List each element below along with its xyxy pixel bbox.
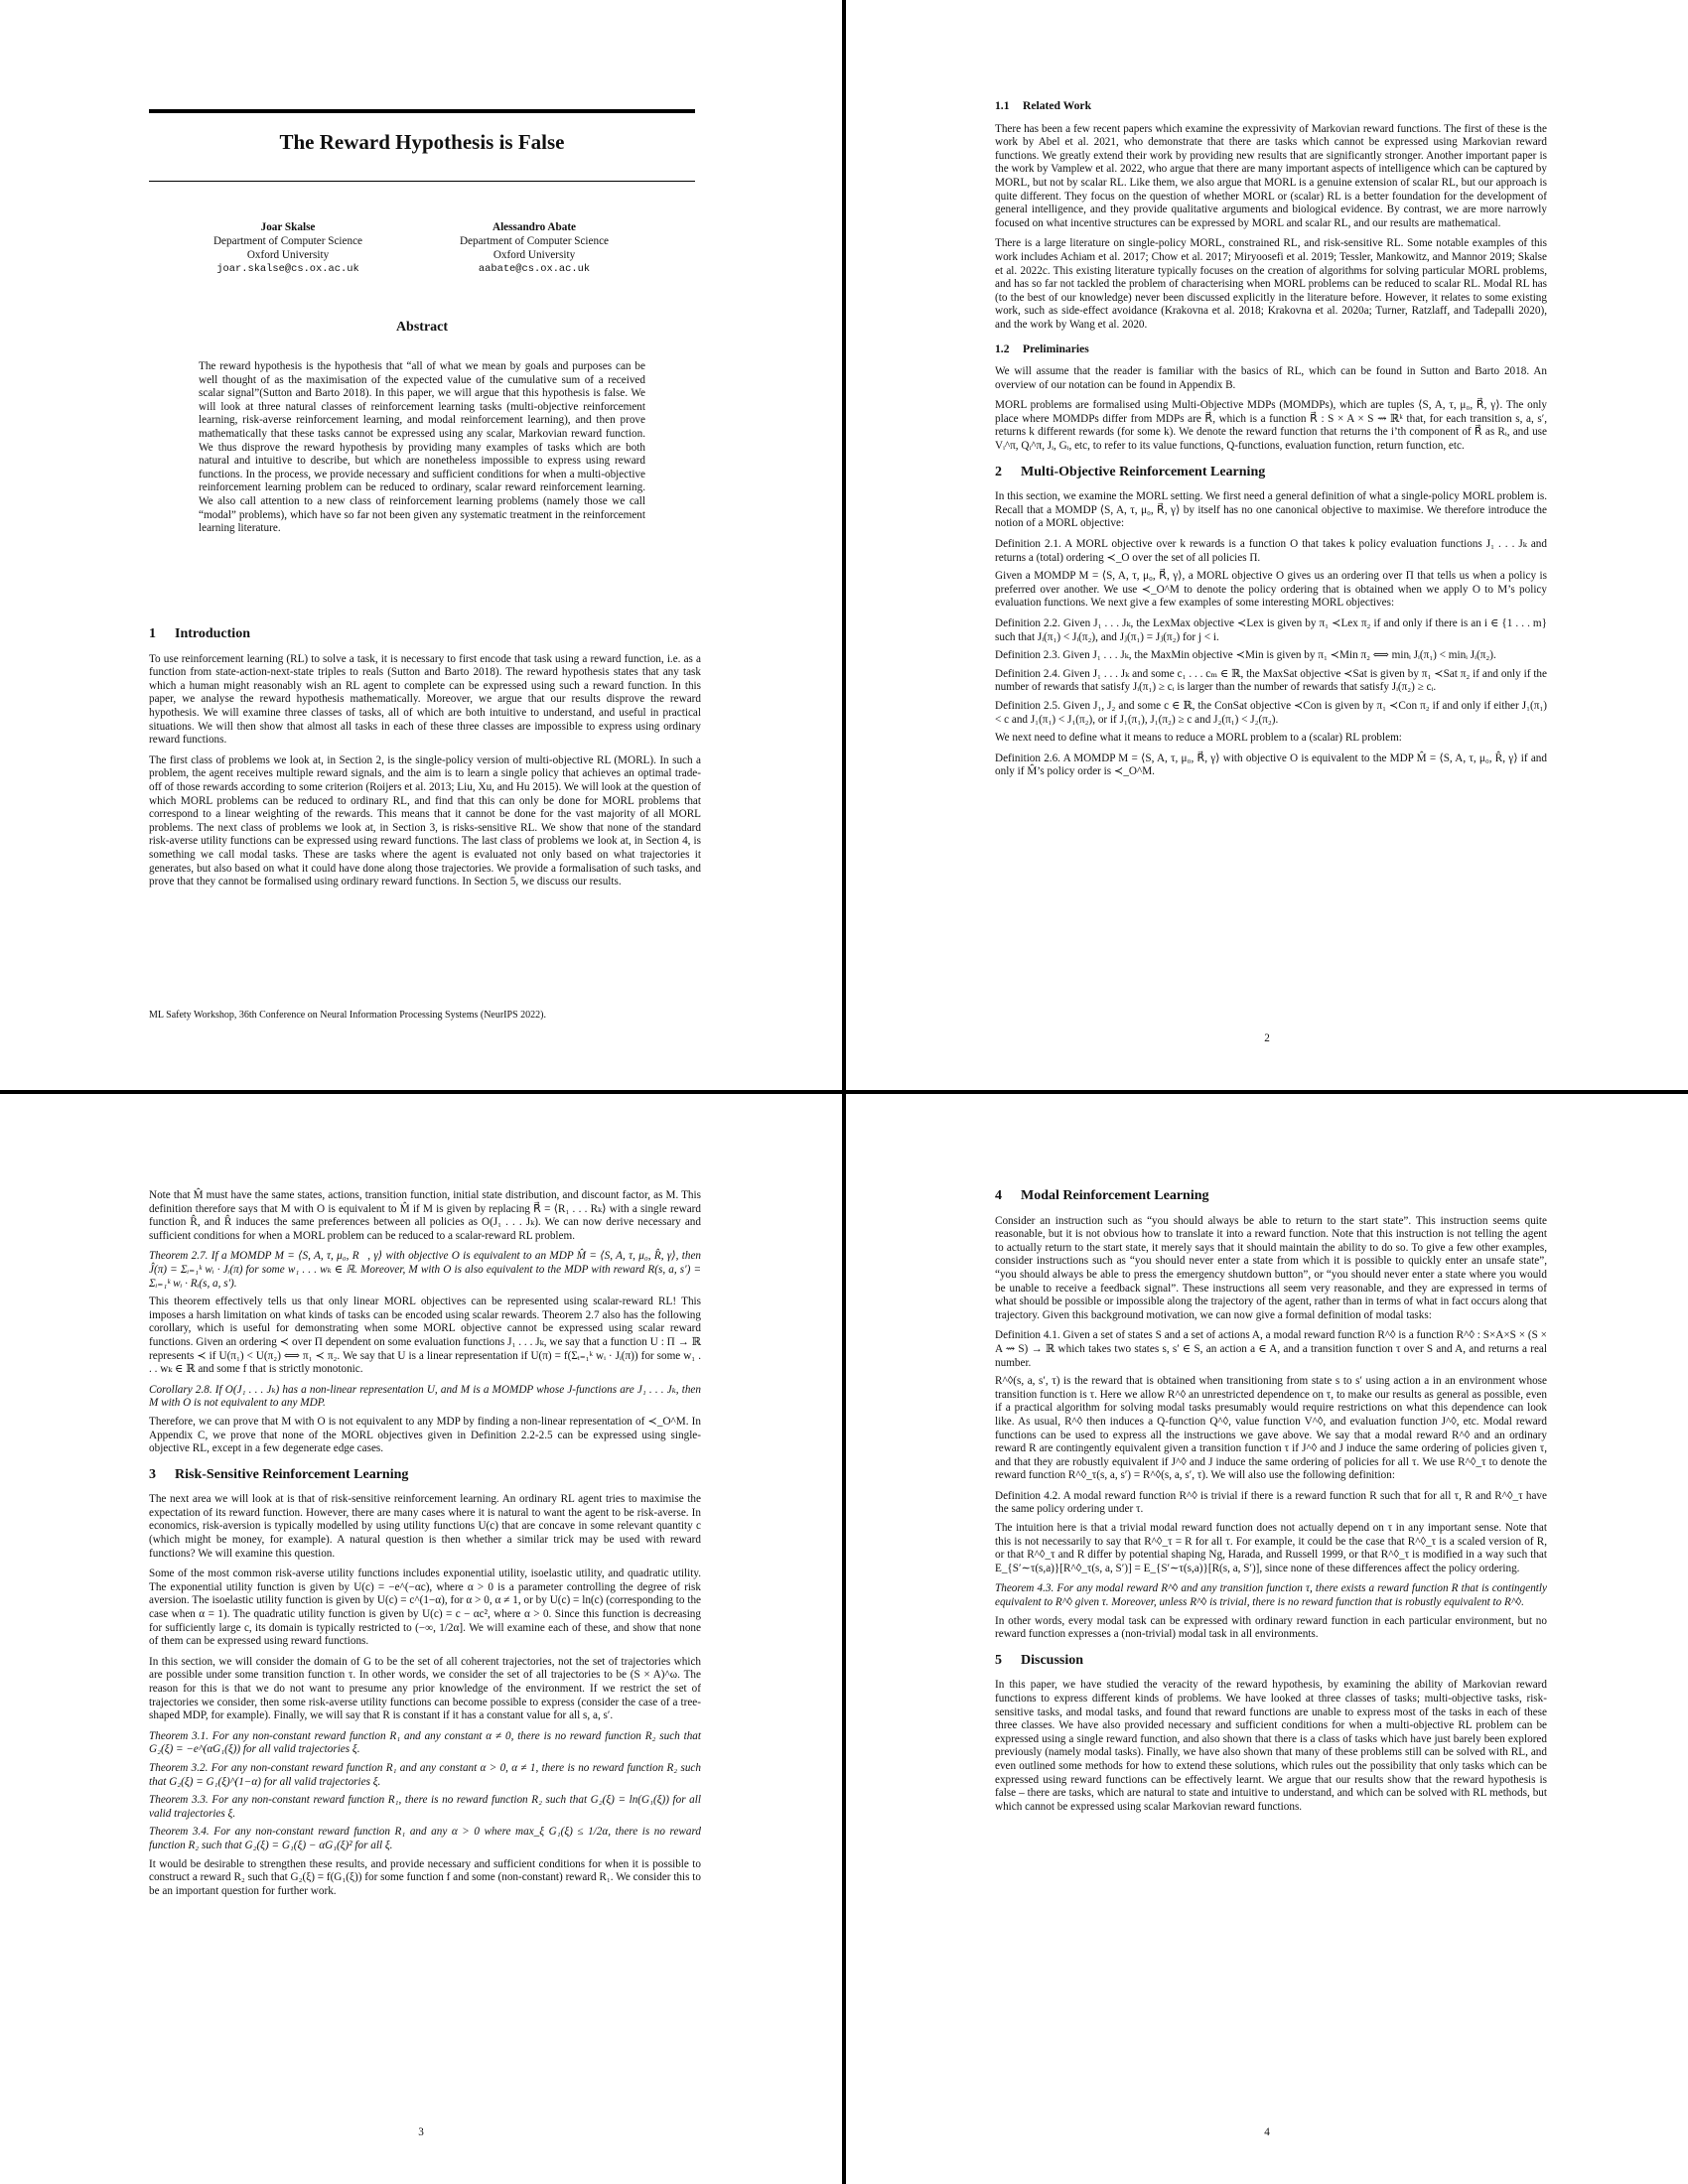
section-introduction [149, 627, 701, 896]
author-email[interactable]: joar.skalse@cs.ox.ac.uk [216, 263, 359, 275]
subsection-heading [995, 99, 1547, 113]
paragraph: In this section, we will consider the domain of G to be the set of all coherent trajectories, not the set of trajectories which are possible under some transition function τ. In other words, we consider the set of all trajectories to be (S × A)^ω. The reason for this is that we do not want to presume any prior knowledge of the environment. If we restrict the set of trajectories we consider, then some risk-averse utility functions can become possible to express (consider the case of a tree-shaped MDP, for example). Finally, we will say that R is constant if it has a constant value for all s, a, s′. [149, 1655, 701, 1722]
page-3-body [149, 1189, 701, 1905]
section-heading [149, 627, 701, 641]
paragraph: We will assume that the reader is familiar with the basics of RL, which can be found in Sutton and Barto 2018. An overview of our notation can be found in Appendix B. [995, 365, 1547, 391]
subsection-title: Preliminaries [1023, 341, 1089, 355]
paragraph: Consider an instruction such as “you should always be able to return to the start state”. This instruction seems quite reasonable, but it is not obvious how to translate it into a reward function. Note that this instruction is not telling the agent to actually return to the start state, it merely says that it should maintain the ability to do so. To give a few other examples, consider instructions such as “you should never enter a state from which it is possible to quickly enter an unsafe state”, “you should always be able to press the emergency shutdown button”, or “you should never enter a state where you would be unable to receive a feedback signal”. These instructions all seem very reasonable, and they are expressed in terms of what should be possible or impossible along the trajectory of the agent, rather than in terms of what in fact occurs along that trajectory. Given this background motivation, we can now give a formal definition of modal tasks: [995, 1214, 1547, 1321]
section-number: 4 [995, 1188, 1002, 1203]
paragraph: MORL problems are formalised using Multi-Objective MDPs (MOMDPs), which are tuples ⟨S, A, τ, μ₀, R⃗, γ⟩. The only place where MOMDPs differ from MDPs are R⃗, which is a function R⃗ : S × A × S ⇝ ℝᵏ that, for each transition s, a, s′, returns k different rewards (for some k). We denote the reward function that returns the i’th component of R⃗ as Rᵢ, and use Vᵢ^π, Qᵢ^π, Jᵢ, Gᵢ, etc, to refer to its value functions, Q-functions, evaluation function, return function, etc. [995, 399, 1547, 453]
definition: Definition 4.1. Given a set of states S and a set of actions A, a modal reward function R^◊ is a function R^◊ : S×A×S × (S × A ⇝ S) → ℝ which takes two states s, s′ ∈ S, an action a ∈ A, and a transition function τ over S and A, and returns a real number. [995, 1329, 1547, 1369]
subsection-title: Related Work [1023, 99, 1092, 112]
definition: Definition 4.2. A modal reward function R^◊ is trivial if there is a reward function R such that for all τ, R and R^◊_τ have the same policy ordering under τ. [995, 1489, 1547, 1516]
subsection-heading [995, 342, 1547, 356]
author-name: Alessandro Abate [492, 221, 577, 233]
paragraph: Therefore, we can prove that M with O is not equivalent to any MDP by finding a non-linear representation of ≺_O^M. In Appendix C, we prove that none of the MORL objectives given in Definition 2.2-2.5 can be expressed using single-objective RL, except in a few degenerate edge cases. [149, 1415, 701, 1455]
paragraph: Given a MOMDP M = ⟨S, A, τ, μ₀, R⃗, γ⟩, a MORL objective O gives us an ordering over Π that tells us when a policy is preferred over another. We use ≺_O^M to denote the policy ordering that is obtained when we apply O to M’s policy evaluation functions. We next give a few examples of some interesting MORL objectives: [995, 570, 1547, 610]
definition: Definition 2.2. Given J₁ . . . Jₖ, the LexMax objective ≺Lex is given by π₁ ≺Lex π₂ if and only if there is an i ∈ {1 . . . m} such that Jᵢ(π₁) < Jᵢ(π₂), and Jⱼ(π₁) = Jⱼ(π₂) for j < i. [995, 617, 1547, 643]
theorem: Theorem 3.2. For any non-constant reward function R₁ and any constant α > 0, α ≠ 1, there is no reward function R₂ such that G₂(ξ) = G₁(ξ)^(1−α) for all valid trajectories ξ. [149, 1761, 701, 1788]
page-1 [0, 0, 842, 1090]
title-rule-top [149, 109, 695, 113]
page-2-body [995, 99, 1547, 784]
page-2 [846, 0, 1688, 1090]
section-number: 2 [995, 464, 1002, 479]
author-univ: Oxford University [246, 249, 330, 261]
author-univ: Oxford University [492, 249, 576, 261]
paper-title: The Reward Hypothesis is False [279, 130, 565, 154]
paragraph: Some of the most common risk-averse utility functions includes exponential utility, isoelastic utility, and quadratic utility. The exponential utility function is given by U(c) = −e^(−αc), where α > 0 is a parameter controlling the degree of risk aversion. The isoelastic utility function is given by U(c) = c^(1−α), for α > 0, α ≠ 1, or by U(c) = ln(c) (corresponding to the case when α = 1). The quadratic utility function is given by U(c) = c − αc², where α > 0. Since this function is decreasing for sufficiently large c, its domain is typically restricted to (−∞, 1/2α]. We will examine each of these, and show that none of them can be expressed using reward functions. [149, 1568, 701, 1648]
definition: Definition 2.4. Given J₁ . . . Jₖ and some c₁ . . . cₘ ∈ ℝ, the MaxSat objective ≺Sat is given by π₁ ≺Sat π₂ if and only if the number of rewards that satisfy Jᵢ(π₁) ≥ cᵢ is larger than the number of rewards that satisfy Jᵢ(π₂) ≥ cᵢ. [995, 667, 1547, 694]
author-block [174, 220, 402, 276]
definition: Definition 2.6. A MOMDP M = ⟨S, A, τ, μ₀, R⃗, γ⟩ with objective O is equivalent to the MDP M̂ = ⟨S, A, τ, μ₀, R̂, γ⟩ if and only if M̂’s policy order is ≺_O^M. [995, 751, 1547, 778]
section-number: 1 [149, 626, 156, 641]
page-4-body [995, 1189, 1547, 1821]
definition: Definition 2.1. A MORL objective over k rewards is a function O that takes k policy evaluation functions J₁ . . . Jₖ and returns a (total) ordering ≺_O over the set of all policies Π. [995, 538, 1547, 564]
paragraph: There has been a few recent papers which examine the expressivity of Markovian reward functions. The first of these is the work by Abel et al. 2021, who demonstrate that there are tasks which cannot be expressed using Markovian reward functions. We greatly extend their work by providing new results that are significantly stronger. Another important paper is the work by Vamplew et al. 2022, who argue that there are many important aspects of intelligence which can be captured by MORL, but not by scalar RL. Like them, we also argue that MORL is a genuine extension of scalar RL, but our approach is quite different. They focus on the question of whether MORL or (scalar) RL is a better foundation for the development of general intelligence, and they provide qualitative arguments and biological evidence. By contrast, we are more narrowly focused on what incentive structures can be expressed by MORL and scalar RL, and our results are mathematical. [995, 122, 1547, 229]
abstract-heading: Abstract [395, 320, 449, 335]
subsection-number: 1.2 [995, 341, 1010, 355]
author-name: Joar Skalse [260, 221, 316, 233]
theorem: Theorem 4.3. For any modal reward R^◊ and any transition function τ, there exists a reward function R that is contingently equivalent to R^◊ given τ. Moreover, unless R^◊ is trivial, there is no reward function that is robustly equivalent to R^◊. [995, 1582, 1547, 1609]
footnote: ML Safety Workshop, 36th Conference on Neural Information Processing Systems (NeurIPS 2022). [149, 1010, 546, 1021]
section-number: 5 [995, 1652, 1002, 1668]
page-4 [846, 1094, 1688, 2184]
section-number: 3 [149, 1466, 156, 1482]
theorem: Theorem 2.7. If a MOMDP M = ⟨S, A, τ, μ₀, R⃗, γ⟩ with objective O is equivalent to an MDP M̂ = ⟨S, A, τ, μ₀, R̂, γ⟩, then Ĵ(π) = Σᵢ₌₁ᵏ wᵢ · Jᵢ(π) for some w₁ . . . wₖ ∈ ℝ. Moreover, M with O is also equivalent to the MDP with reward R(s, a, s′) = Σᵢ₌₁ᵏ wᵢ · Rᵢ(s, a, s′). [149, 1250, 701, 1290]
theorem: Theorem 3.1. For any non-constant reward function R₁ and any constant α ≠ 0, there is no reward function R₂ such that G₂(ξ) = −e^(αG₁(ξ)) for all valid trajectories ξ. [149, 1729, 701, 1756]
abstract-text: The reward hypothesis is the hypothesis that “all of what we mean by goals and purposes can be well thought of as the maximisation of the expected value of the cumulative sum of a received scalar signal”(Sutton and Barto 2018). In this paper, we will argue that this hypothesis is false. We will look at three natural classes of reinforcement learning tasks (multi-objective reinforcement learning, risk-averse reinforcement learning, and modal reinforcement learning), and then prove mathematically that these tasks cannot be expressed using any scalar, Markovian reward function. We thus disprove the reward hypothesis by providing many examples of tasks which are both natural and intuitive to describe, but which are nonetheless impossible to express using reward functions. In the process, we provide necessary and sufficient conditions for when a multi-objective reinforcement learning problem can be reduced to ordinary, scalar reward reinforcement learning. We also call attention to a new class of reinforcement learning problems (namely those we call “modal” problems), which have so far not been given any systematic treatment in the reinforcement learning literature. [199, 360, 645, 535]
section-title: Multi-Objective Reinforcement Learning [1021, 464, 1266, 479]
section-heading [995, 1654, 1547, 1668]
paragraph: In other words, every modal task can be expressed with ordinary reward function in each particular environment, but no reward function expresses a (non-trivial) modal task in all environments. [995, 1614, 1547, 1641]
corollary: Corollary 2.8. If O(J₁ . . . Jₖ) has a non-linear representation U, and M is a MOMDP whose J-functions are J₁ . . . Jₖ, then M with O is not equivalent to any MDP. [149, 1383, 701, 1410]
page-3 [0, 1094, 842, 2184]
page-number: 3 [418, 2126, 424, 2138]
section-title: Risk-Sensitive Reinforcement Learning [175, 1466, 409, 1482]
paragraph: It would be desirable to strengthen these results, and provide necessary and sufficient conditions for when it is possible to construct a reward R₂ such that G₂(ξ) = f(G₁(ξ)) for some function f and some (non-constant) reward R₁. We consider this to be an important question for further work. [149, 1857, 701, 1897]
author-dept: Department of Computer Science [212, 235, 363, 247]
paragraph: The intuition here is that a trivial modal reward function does not actually depend on τ in any important sense. Note that this is not necessarily to say that R^◊_τ = R for all τ. For example, it could be the case that R^◊_τ is a scaled version of R, or that R^◊_τ and R differ by potential shaping Ng, Harada, and Russell 1999, or that R^◊_τ is modified in a way such that E_{S′∼τ(s,a)}[R^◊_τ(s, a, S′)] = E_{S′∼τ(s,a)}[R(s, a, S′)], since none of these differences affect the policy ordering. [995, 1522, 1547, 1574]
paragraph: In this section, we examine the MORL setting. We first need a general definition of what a single-policy MORL problem is. Recall that a MOMDP ⟨S, A, τ, μ₀, R⃗, γ⟩ by itself has no one canonical objective to maximise. We therefore introduce the notion of a MORL objective: [995, 490, 1547, 530]
section-heading [995, 466, 1547, 479]
page-number: 4 [1264, 2126, 1270, 2138]
paragraph: In this paper, we have studied the veracity of the reward hypothesis, by examining the ability of Markovian reward functions to express different kinds of problems. We have looked at three classes of tasks; multi-objective tasks, risk-sensitive tasks, and modal tasks, and found that reward functions are unable to express most of the tasks in each of these three classes. We have also provided necessary and sufficient conditions for when a multi-objective RL problem can be expressed using a single reward function, and also shown that there is a class of tasks which have just barely been explored previously (namely modal tasks). Finally, we have also shown that many of these problems still can be solved with RL, and even outlined some methods for how to extend these solutions, which rules out the possibility that only tasks which can be expressed using reward functions can be effectively learnt. We argue that our results show that the reward hypothesis is false – there are tasks, which are natural to state and intuitive to understand, and which can be solved with RL methods, but which cannot be expressed using scalar Markovian reward functions. [995, 1679, 1547, 1813]
paragraph: The first class of problems we look at, in Section 2, is the single-policy version of multi-objective RL (MORL). In such a problem, the agent receives multiple reward signals, and the aim is to learn a single policy that achieves an optimal trade-off of those rewards according to some criterion (Roijers et al. 2013; Liu, Xu, and Hu 2015). We will look at the question of which MORL problems can be reduced to ordinary RL, and find that this can only be done for MORL problems that correspond to a linear weighting of the rewards. This means that it cannot be done for the vast majority of all MORL problems. The next class of problems we look at, in Section 3, is risks-sensitive RL. We show that none of the standard risk-averse utility functions can be expressed using reward functions. The last class of problems we look at, in Section 4, is something we call modal tasks. These are tasks where the agent is evaluated not only based on what trajectories it generates, but also based on what it could have done along those trajectories. We provide a formalisation of such tasks, and prove that they cannot be formalised using ordinary reward functions. In Section 5, we discuss our results. [149, 753, 701, 888]
title-rule-bottom [149, 181, 695, 182]
paragraph: There is a large literature on single-policy MORL, constrained RL, and risk-sensitive RL. Some notable examples of this work includes Achiam et al. 2017; Chow et al. 2017; Miryoosefi et al. 2019; Tessler, Mankowitz, and Mannor 2019; Skalse et al. 2022c. This existing literature typically focuses on the creation of algorithms for solving particular MORL problems, and has so far not tackled the problem of characterising when MORL problems can be reduced to scalar RL. Modal RL has (to the best of our knowledge) never been discussed explicitly in the literature before. However, it relates to some existing work, such as side-effect avoidance (Krakovna et al. 2018; Krakovna et al. 2020a; Turner, Ratzlaff, and Tadepalli 2020), and the work by Wang et al. 2020. [995, 237, 1547, 331]
author-email[interactable]: aabate@cs.ox.ac.uk [478, 263, 591, 275]
definition: Definition 2.3. Given J₁ . . . Jₖ, the MaxMin objective ≺Min is given by π₁ ≺Min π₂ ⟺ minᵢ Jᵢ(π₁) < minᵢ Jᵢ(π₂). [995, 649, 1496, 662]
paragraph: R^◊(s, a, s′, τ) is the reward that is obtained when transitioning from state s to s′ using action a in an environment whose transition function is τ. Here we allow R^◊ an unrestricted dependence on τ, to make our results as general as possible, even if a practical algorithm for solving modal tasks presumably would require restrictions on what this dependence can look like. As usual, R^◊ then induces a Q-function Q^◊, value function V^◊, and evaluation function J^◊, etc. Modal reward functions can be used to express all the instructions we gave above. We say that a modal reward R^◊ and an ordinary reward R are contingently equivalent given a transition function τ if J^◊ and J induce the same ordering of policies given τ, and that they are robustly equivalent if J^◊ and J induce the same ordering of policies for all τ. We use R^◊_τ to denote the reward function R^◊_τ(s, a, s′) = R^◊(s, a, s′, τ). We will also use the following definition: [995, 1375, 1547, 1482]
section-heading [995, 1189, 1547, 1203]
author-dept: Department of Computer Science [459, 235, 610, 247]
section-title: Modal Reinforcement Learning [1021, 1188, 1209, 1203]
author-block [420, 220, 648, 276]
definition: Definition 2.5. Given J₁, J₂ and some c ∈ ℝ, the ConSat objective ≺Con is given by π₁ ≺Con π₂ if and only if either J₁(π₁) < c and J₁(π₁) < J₁(π₂), or if J₁(π₁), J₁(π₂) ≥ c and J₂(π₁) < J₂(π₂). [995, 699, 1547, 726]
section-heading [149, 1468, 701, 1482]
page-number: 2 [1264, 1032, 1270, 1044]
section-title: Discussion [1021, 1652, 1084, 1668]
theorem: Theorem 3.3. For any non-constant reward function R₁, there is no reward function R₂ such that G₂(ξ) = ln(G₁(ξ)) for all valid trajectories ξ. [149, 1794, 701, 1820]
paragraph: Note that M̂ must have the same states, actions, transition function, initial state distribution, and discount factor, as M. This definition therefore says that M with O is equivalent to M̂ if M is given by replacing R⃗ = ⟨R₁ . . . Rₖ⟩ with a single reward function R̂, and R̂ induces the same preferences between all policies as O(J₁ . . . Jₖ). We can now derive necessary and sufficient conditions for when a MORL problem can be reduced to a scalar-reward RL problem. [149, 1189, 701, 1242]
section-title: Introduction [175, 626, 250, 641]
paragraph: We next need to define what it means to reduce a MORL problem to a (scalar) RL problem: [995, 732, 1402, 745]
paragraph: To use reinforcement learning (RL) to solve a task, it is necessary to first encode that task using a reward function, i.e. as a function from state-action-next-state triples to reals (Sutton and Barto 2018). The reward hypothesis states that any task which a human might reasonably wish an RL agent to complete can be expressed using such a reward function. In this paper, we analyse the reward hypothesis mathematically. Moreover, we argue that our results disprove the reward hypothesis. We will examine three classes of tasks, all of which are both intuitive to understand, and useful in practical situations. We will then show that almost all tasks in each of these three classes are impossible to express using ordinary reward functions. [149, 652, 701, 747]
paragraph: The next area we will look at is that of risk-sensitive reinforcement learning. An ordinary RL agent tries to maximise the expectation of its reward function. However, there are many cases where it is natural to want the agent to be risk-averse. In economics, risk-aversion is typically modelled by using utility functions U(c) that are concave in some relevant quantity c (which might be money, for example). A natural question is then whether a similar trick may be used with reward functions? We will examine this question. [149, 1493, 701, 1560]
paragraph: This theorem effectively tells us that only linear MORL objectives can be represented using scalar-reward RL! This imposes a harsh limitation on what kinds of tasks can be encoded using scalar rewards. Theorem 2.7 also has the following corollary, which is useful for demonstrating when some MORL objective cannot be expressed using scalar reward functions. Given an ordering ≺ over Π dependent on some evaluation functions J₁ . . . Jₖ, we say that a function U : Π → ℝ represents ≺ if U(π₁) < U(π₂) ⟺ π₁ ≺ π₂. We say that U is a linear representation if U(π) = f(Σᵢ₌₁ᵏ wᵢ · Jᵢ(π)) for some w₁ . . . wₖ ∈ ℝ and some f that is strictly monotonic. [149, 1296, 701, 1376]
theorem: Theorem 3.4. For any non-constant reward function R₁ and any α > 0 where max_ξ G₁(ξ) ≤ 1/2α, there is no reward function R₂ such that G₂(ξ) = G₁(ξ) − αG₁(ξ)² for all ξ. [149, 1826, 701, 1851]
subsection-number: 1.1 [995, 99, 1010, 112]
